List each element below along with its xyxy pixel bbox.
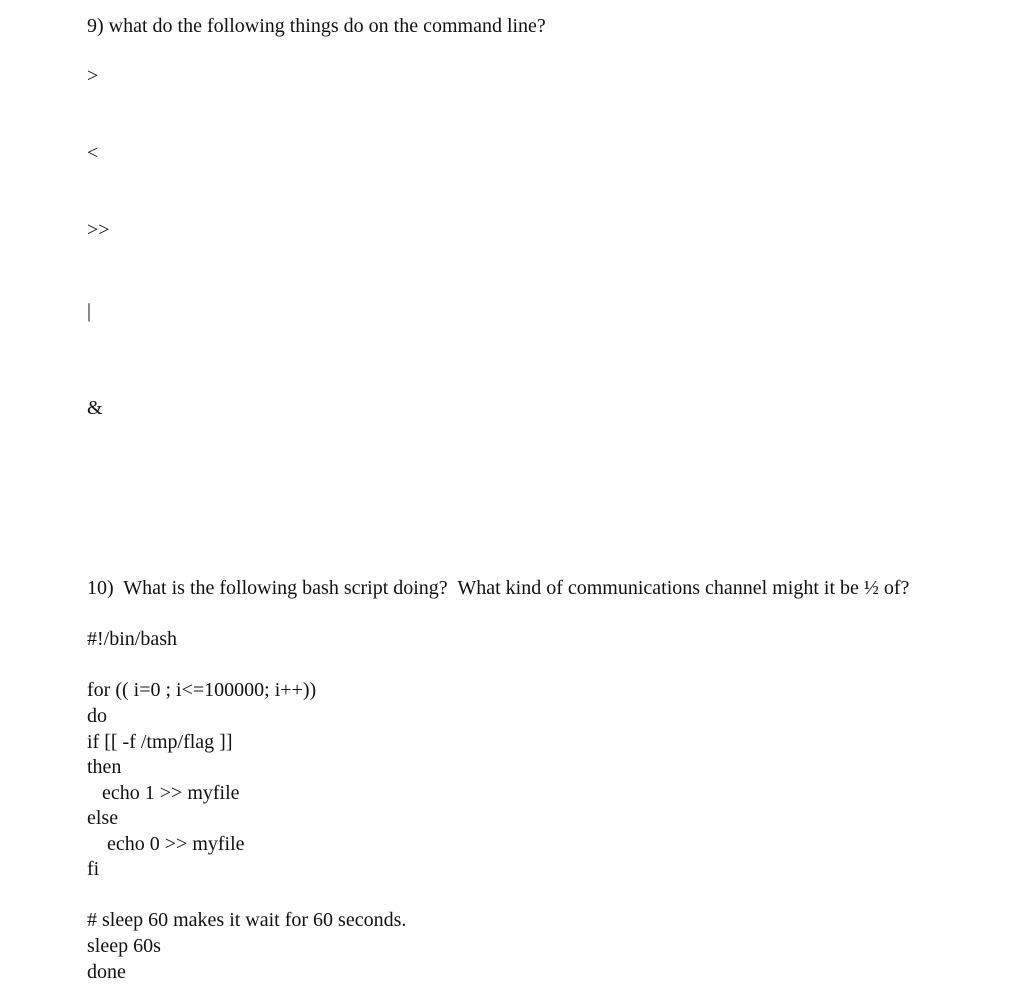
script-line: fi — [87, 858, 100, 880]
script-comment: # sleep 60 makes it wait for 60 seconds. — [87, 909, 407, 931]
script-line: else — [87, 807, 119, 829]
script-line: if [[ -f /tmp/flag ]] — [87, 731, 233, 753]
script-line: echo 0 >> myfile — [87, 833, 245, 855]
script-line: for (( i=0 ; i<=100000; i++)) — [87, 679, 317, 701]
symbol-redirect-in: < — [87, 142, 99, 164]
symbol-append: >> — [87, 219, 110, 241]
symbol-background: & — [87, 397, 103, 419]
script-line: done — [87, 961, 126, 983]
symbol-redirect-out: > — [87, 65, 99, 87]
script-line: #!/bin/bash — [87, 628, 177, 650]
symbol-pipe: | — [87, 300, 92, 322]
script-line: echo 1 >> myfile — [87, 782, 240, 804]
question-10-text: 10) What is the following bash script doing? What kind of communications channel might it be ½ of? — [87, 577, 910, 599]
script-line: then — [87, 756, 122, 778]
question-9-text: 9) what do the following things do on the command line? — [87, 15, 546, 37]
script-line: do — [87, 705, 107, 727]
script-line: sleep 60s — [87, 935, 161, 957]
